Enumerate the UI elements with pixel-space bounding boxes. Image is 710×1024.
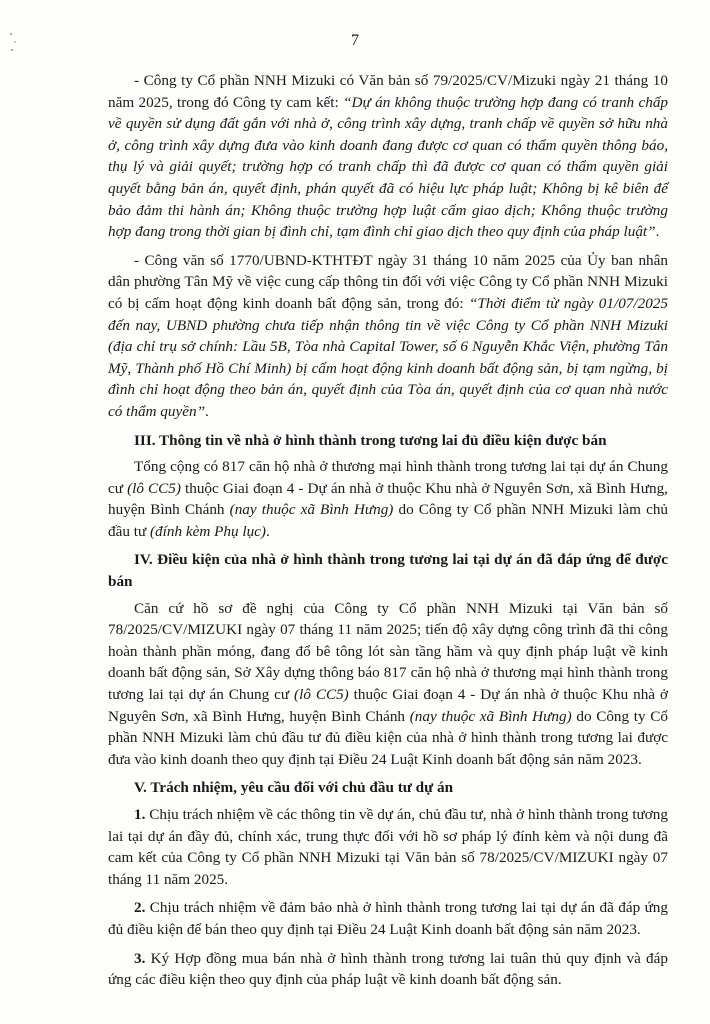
body-paragraph: [108, 804, 668, 890]
text-run: Tổng cộng có 817 căn hộ nhà ở thương mại hình thành trong tương lai tại dự án Chung cư: [108, 458, 668, 497]
text-run: (lô CC5): [294, 686, 349, 704]
text-run: Căn cứ hồ sơ đề nghị của Công ty Cổ phần NNH Mizuki tại Văn bản số 78/2025/CV/MIZUKI ngày 07 tháng 11 năm 2025; tiến độ xây dựng công trình đã thi công hoàn thành phần móng, đang đổ bê tông lót sàn tầng hầm và quy định pháp luật về kinh doanh bất động sản, Sở Xây dựng thông báo 817 căn hộ nhà ở thương mại hình thành trong tương lai tại dự án Chung cư: [108, 599, 668, 704]
text-run: “Dự án không thuộc trường hợp đang có tranh chấp về quyền sử dụng đất gắn với nhà ở, công trình xây dựng, tranh chấp về quyền sở hữu nhà ở, công trình xây dựng đưa vào kinh doanh đang được cơ quan có thẩm quyền thông báo, thụ lý và giải quyết; trường hợp có tranh chấp thì đã được cơ quan có thẩm quyền giải quyết bằng bản án, quyết định, phán quyết đã có hiệu lực pháp luật; Không bị kê biên để bảo đảm thi hành án; Không thuộc trường hợp luật cấm giao dịch; Không thuộc trường hợp đang trong thời gian bị đình chỉ, tạm đình chỉ giao dịch theo quy định của pháp luật”: [108, 93, 669, 241]
text-run: .: [655, 223, 660, 241]
text-run: 1.: [134, 806, 146, 823]
body-paragraph: [108, 70, 668, 243]
text-run: III. Thông tin về nhà ở hình thành trong tương lai đủ điều kiện được bán: [134, 431, 607, 449]
text-run: (nay thuộc xã Bình Hưng): [409, 707, 572, 725]
text-run: do Công ty Cổ phần NNH Mizuki làm chủ đầu tư đủ điều kiện của nhà ở hình thành trong tương lai được đưa vào kinh doanh theo quy định tại Điều 24 Luật Kinh doanh bất động sản năm 2023.: [108, 707, 669, 768]
body-paragraph: [108, 250, 668, 423]
section-heading: [108, 549, 668, 592]
text-run: Chịu trách nhiệm về các thông tin về dự án, chủ đầu tư, nhà ở hình thành trong tương lai tại dự án đầy đủ, chính xác, trung thực đối với hồ sơ pháp lý đính kèm và nội dung đã cam kết của Công ty Cổ phần NNH Mizuki tại Văn bản số 78/2025/CV/MIZUKI ngày 07 tháng 11 năm 2025.: [108, 806, 668, 888]
text-run: V. Trách nhiệm, yêu cầu đối với chủ đầu tư dự án: [134, 779, 454, 797]
text-run: Chịu trách nhiệm về đảm bảo nhà ở hình thành trong tương lai tại dự án đã đáp ứng đủ điều kiện để bán theo quy định tại Điều 24 Luật Kinh doanh bất động sản năm 2023.: [108, 899, 668, 938]
text-run: - Công văn số 1770/UBND-KTHTĐT ngày 31 tháng 10 năm 2025 của Ủy ban nhân dân phường Tân Mỹ về việc cung cấp thông tin đối với việc Công ty Cổ phần NNH Mizuki có bị cấm hoạt động kinh doanh bất động sản, trong đó:: [108, 251, 668, 312]
text-run: 2.: [134, 899, 146, 917]
text-run: (nay thuộc xã Bình Hưng): [229, 501, 394, 519]
text-run: thuộc Giai đoạn 4 - Dự án nhà ở thuộc Khu nhà ở Nguyên Sơn, xã Bình Hưng, huyện Bình Chánh: [108, 479, 668, 519]
text-run: IV. Điều kiện của nhà ở hình thành trong tương lai tại dự án đã đáp ứng để được bán: [108, 551, 668, 591]
text-run: - Công ty Cổ phần NNH Mizuki có Văn bản số 79/2025/CV/Mizuki ngày 21 tháng 10 năm 2025, trong đó Công ty cam kết:: [108, 72, 668, 111]
section-heading: [108, 430, 668, 452]
text-run: 3.: [134, 949, 146, 967]
body-paragraph: [108, 948, 668, 991]
document-body: [108, 70, 668, 998]
text-run: .: [205, 402, 209, 420]
text-run: (đính kèm Phụ lục): [149, 522, 266, 540]
text-run: thuộc Giai đoạn 4 - Dự án nhà ở thuộc Khu nhà ở Nguyên Sơn, xã Bình Hưng, huyện Bình Chánh: [108, 686, 668, 725]
text-run: (lô CC5): [127, 479, 181, 497]
section-heading: [108, 777, 668, 799]
text-run: Ký Hợp đồng mua bán nhà ở hình thành trong tương lai tuân thủ quy định và đáp ứng các điều kiện theo quy định của pháp luật về kinh doanh bất động sản.: [108, 949, 668, 989]
body-paragraph: [108, 456, 668, 542]
body-paragraph: [108, 598, 668, 771]
text-run: .: [265, 522, 270, 540]
text-run: “Thời điểm từ ngày 01/07/2025 đến nay, UBND phường chưa tiếp nhận thông tin về việc Công ty Cổ phần NNH Mizuki (địa chỉ trụ sở chính: Lầu 5B, Tòa nhà Capital Tower, số 6 Nguyễn Khắc Viện, phường Tân Mỹ, Thành phố Hồ Chí Minh) bị cấm hoạt động kinh doanh bất động sản, bị tạm ngừng, bị đình chỉ hoạt động theo bản án, quyết định của Tòa án, quyết định của cơ quan nhà nước có thẩm quyền”: [108, 294, 668, 420]
page-number: 7: [351, 32, 359, 49]
body-paragraph: [108, 897, 668, 940]
text-run: do Công ty Cổ phần NNH Mizuki làm chủ đầu tư: [108, 501, 669, 540]
